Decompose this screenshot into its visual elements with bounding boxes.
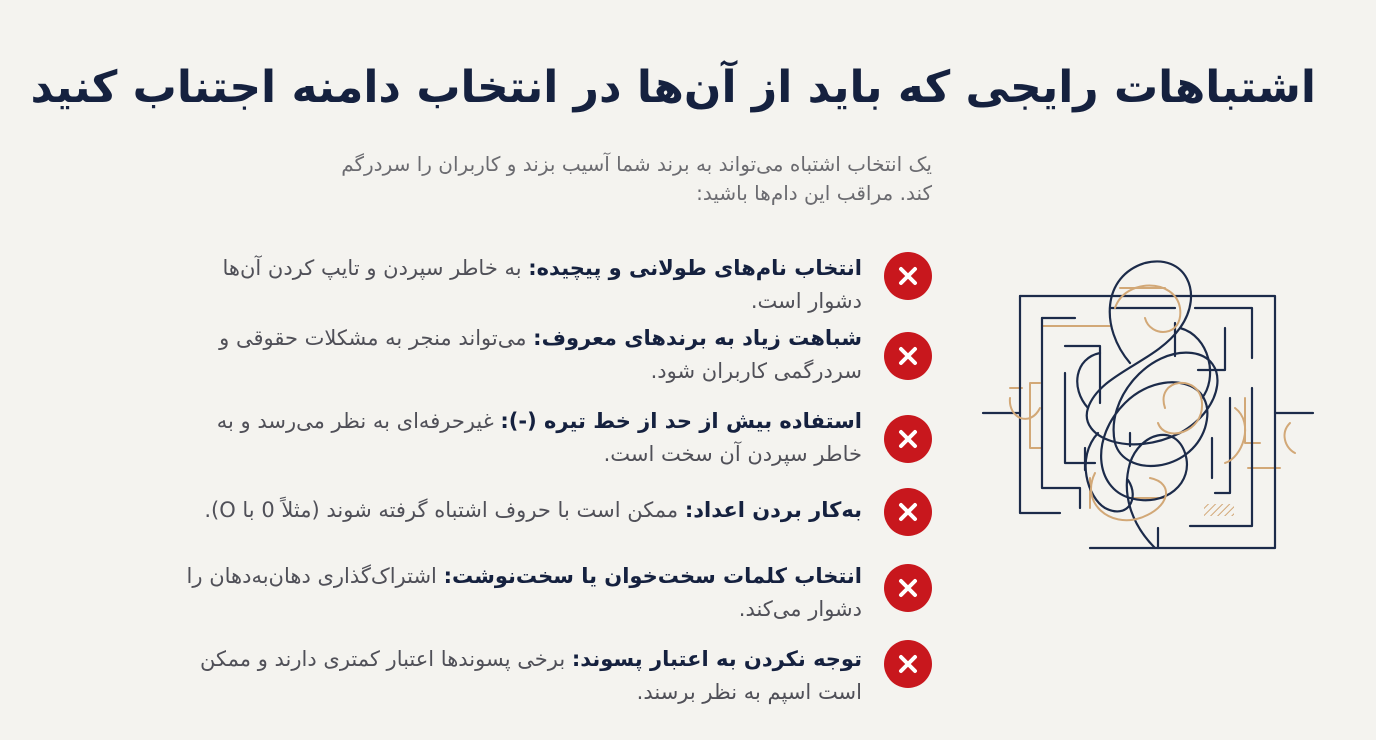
list-item-title: استفاده بیش از حد از خط تیره (-): <box>500 409 862 433</box>
x-mark-icon <box>884 640 932 688</box>
list-item <box>172 405 932 471</box>
mistakes-list <box>172 0 932 740</box>
list-item-text <box>172 643 862 709</box>
list-item-description: می‌تواند منجر به مشکلات حقوقی و سردرگمی کاربران شود. <box>219 326 862 383</box>
list-item-text <box>172 560 862 626</box>
list-item <box>172 252 932 318</box>
list-item-title: به‌کار بردن اعداد: <box>684 498 862 522</box>
list-item-description: برخی پسوندها اعتبار کمتری دارند و ممکن است اسپم به نظر برسند. <box>200 647 862 704</box>
list-item-text <box>172 494 862 527</box>
list-item <box>172 643 932 709</box>
list-item-description: اشتراک‌گذاری دهان‌به‌دهان را دشوار می‌کند. <box>186 564 862 621</box>
list-item <box>172 488 932 536</box>
x-mark-icon <box>884 488 932 536</box>
x-mark-icon <box>884 564 932 612</box>
list-item-text <box>172 405 862 471</box>
list-item-title: انتخاب کلمات سخت‌خوان یا سخت‌نوشت: <box>443 564 862 588</box>
list-item-description: غیرحرفه‌ای به نظر می‌رسد و به خاطر سپردن آن سخت است. <box>216 409 862 466</box>
list-item-title: انتخاب نام‌های طولانی و پیچیده: <box>528 256 862 280</box>
list-item-title: توجه نکردن به اعتبار پسوند: <box>571 647 862 671</box>
tangled-maze-illustration <box>980 258 1320 558</box>
list-item <box>172 322 932 388</box>
list-item-description: ممکن است با حروف اشتباه گرفته شوند (مثلاً 0 با O). <box>204 498 685 522</box>
x-mark-icon <box>884 415 932 463</box>
x-mark-icon <box>884 252 932 300</box>
page-title: اشتباهات رایجی که باید از آن‌ها در انتخاب دامنه اجتناب کنید <box>30 62 1316 113</box>
list-item-description: به خاطر سپردن و تایپ کردن آن‌ها دشوار است. <box>222 256 862 313</box>
x-mark-icon <box>884 332 932 380</box>
list-item <box>172 560 932 626</box>
list-item-title: شباهت زیاد به برندهای معروف: <box>533 326 862 350</box>
intro-text: یک انتخاب اشتباه می‌تواند به برند شما آسیب بزند و کاربران را سردرگم کند. مراقب این دام‌ها باشید: <box>341 152 932 205</box>
list-item-text <box>172 252 862 318</box>
list-item-text <box>172 322 862 388</box>
